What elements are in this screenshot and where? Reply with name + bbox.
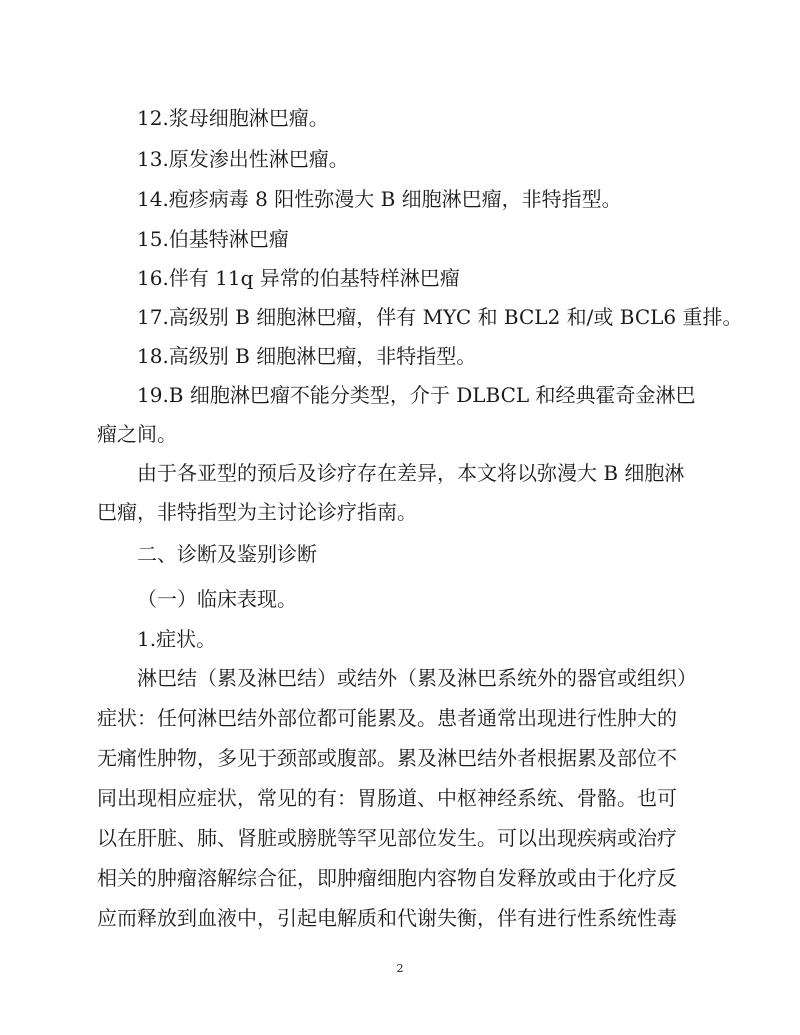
summary-paragraph-line: 由于各亚型的预后及诊疗存在差异，本文将以弥漫大 B 细胞淋 [137,461,685,485]
symptom-paragraph-line: 同出现相应症状，常见的有：胃肠道、中枢神经系统、骨骼。也可 [97,786,677,810]
subsection-heading: （一）临床表现。 [137,587,297,611]
symptom-paragraph-line: 淋巴结（累及淋巴结）或结外（累及淋巴系统外的器官或组织） [137,666,697,690]
list-item: 14.疱疹病毒 8 阳性弥漫大 B 细胞淋巴瘤，非特指型。 [137,187,622,211]
summary-paragraph-line: 巴瘤，非特指型为主讨论诊疗指南。 [97,500,417,524]
list-item: 16.伴有 11q 异常的伯基特样淋巴瘤 [137,266,460,290]
list-item: 18.高级别 B 细胞淋巴瘤，非特指型。 [137,344,477,368]
list-item: 13.原发渗出性淋巴瘤。 [137,147,349,171]
list-item: 17.高级别 B 细胞淋巴瘤，伴有 MYC 和 BCL2 和/或 BCL6 重排。 [137,305,743,329]
symptom-paragraph-line: 以在肝脏、肺、肾脏或膀胱等罕见部位发生。可以出现疾病或治疗 [97,826,677,850]
list-item-continuation: 瘤之间。 [97,422,177,446]
symptom-paragraph-line: 无痛性肿物，多见于颈部或腹部。累及淋巴结外者根据累及部位不 [97,746,677,770]
section-heading: 二、诊断及鉴别诊断 [137,542,317,566]
list-item: 12.浆母细胞淋巴瘤。 [137,106,329,130]
symptom-paragraph-line: 应而释放到血液中，引起电解质和代谢失衡，伴有进行性系统性毒 [97,906,677,930]
list-item: 15.伯基特淋巴瘤 [137,227,289,251]
subsubsection-heading: 1.症状。 [137,627,217,651]
list-item: 19.B 细胞淋巴瘤不能分类型，介于 DLBCL 和经典霍奇金淋巴 [137,383,696,407]
page-number: 2 [396,962,404,975]
symptom-paragraph-line: 症状：任何淋巴结外部位都可能累及。患者通常出现进行性肿大的 [97,706,677,730]
symptom-paragraph-line: 相关的肿瘤溶解综合征，即肿瘤细胞内容物自发释放或由于化疗反 [97,866,677,890]
